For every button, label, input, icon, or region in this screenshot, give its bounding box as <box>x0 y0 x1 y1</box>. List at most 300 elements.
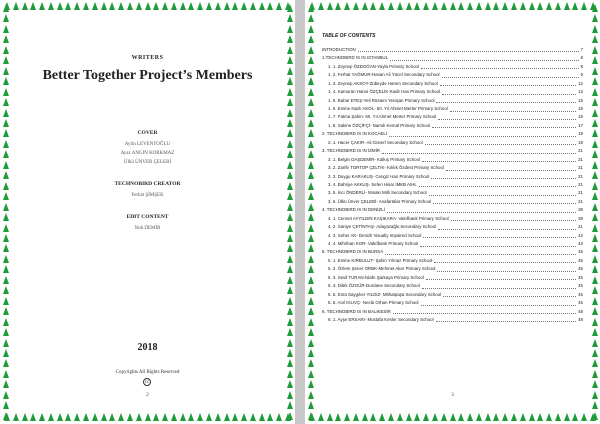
tree-ornament-icon <box>592 380 598 388</box>
tree-ornament-icon <box>48 413 54 421</box>
toc-entry[interactable] <box>322 299 583 307</box>
tree-ornament-icon <box>206 413 212 421</box>
toc-entry-page: 21 <box>578 181 583 187</box>
tree-ornament-icon <box>287 192 293 200</box>
tree-ornament-icon <box>287 98 293 106</box>
tree-ornament-icon <box>3 276 9 284</box>
tree-ornament-icon <box>592 119 598 127</box>
toc-entry[interactable] <box>322 88 583 96</box>
tree-ornament-icon <box>287 161 293 169</box>
toc-entry-page: 45 <box>578 266 583 272</box>
tree-border-top <box>0 2 295 11</box>
tree-ornament-icon <box>414 413 420 421</box>
toc-entry[interactable] <box>322 274 583 282</box>
toc-entry-page: 45 <box>578 291 583 297</box>
tree-ornament-icon <box>467 413 473 421</box>
tree-ornament-icon <box>287 318 293 326</box>
tree-ornament-icon <box>308 224 314 232</box>
toc-leader-dots <box>429 194 577 196</box>
tree-ornament-icon <box>287 297 293 305</box>
toc-entry[interactable] <box>322 232 583 240</box>
tree-ornament-icon <box>3 297 9 305</box>
tree-ornament-icon <box>3 161 9 169</box>
tree-ornament-icon <box>592 318 598 326</box>
tree-ornament-icon <box>493 2 499 10</box>
tree-ornament-icon <box>287 401 293 409</box>
tree-ornament-icon <box>308 119 314 127</box>
tree-ornament-icon <box>592 255 598 263</box>
toc-entry-title: 1. 2. Ferhat YAĞMUR-Hasan Ali Yücel Secondary School <box>328 72 440 78</box>
tree-ornament-icon <box>308 182 314 190</box>
toc-entry-page: 42 <box>578 232 583 238</box>
tree-ornament-icon <box>592 77 598 85</box>
cover-name: Ülkü ÜNVER ÇELEBİ <box>123 160 172 165</box>
tree-ornament-icon <box>592 25 598 33</box>
tree-ornament-icon <box>308 318 314 326</box>
toc-entry[interactable] <box>322 240 583 248</box>
toc-entry[interactable] <box>322 291 583 299</box>
tree-ornament-icon <box>74 2 80 10</box>
toc-entry[interactable] <box>322 46 583 54</box>
tree-border-top <box>305 2 600 11</box>
tree-ornament-icon <box>344 413 350 421</box>
toc-leader-dots <box>422 160 576 162</box>
tree-ornament-icon <box>109 413 115 421</box>
tree-ornament-icon <box>308 56 314 64</box>
tree-ornament-icon <box>353 413 359 421</box>
tree-ornament-icon <box>308 339 314 347</box>
tree-ornament-icon <box>308 46 314 54</box>
tree-ornament-icon <box>493 413 499 421</box>
toc-entry[interactable] <box>322 164 583 172</box>
tree-ornament-icon <box>388 2 394 10</box>
toc-entry-page: 21 <box>578 190 583 196</box>
tree-ornament-icon <box>327 413 333 421</box>
toc-entry[interactable] <box>322 223 583 231</box>
toc-entry-page: 45 <box>578 249 583 255</box>
tree-ornament-icon <box>3 286 9 294</box>
toc-entry[interactable] <box>322 122 583 130</box>
toc-entry-page: 21 <box>578 198 583 204</box>
tree-ornament-icon <box>592 213 598 221</box>
toc-entry-page: 48 <box>578 308 583 314</box>
tree-ornament-icon <box>287 412 293 420</box>
tree-ornament-icon <box>529 2 535 10</box>
tree-ornament-icon <box>458 413 464 421</box>
tree-ornament-icon <box>406 2 412 10</box>
tree-ornament-icon <box>308 234 314 242</box>
toc-entry-title: 1.TECHNOBIRD IS IN ISTANBUL <box>322 55 389 61</box>
tree-ornament-icon <box>3 119 9 127</box>
tree-ornament-icon <box>162 2 168 10</box>
tree-ornament-icon <box>592 203 598 211</box>
toc-entry-page: 39 <box>578 215 583 221</box>
tree-ornament-icon <box>3 307 9 315</box>
tree-ornament-icon <box>57 413 63 421</box>
cover-name: Aylin LEVENTOĞLU <box>124 142 171 147</box>
tree-ornament-icon <box>136 2 142 10</box>
tree-ornament-icon <box>13 413 19 421</box>
toc-entry-title: 1. 5. Bahar ETEŞ-Yeli Rüstem Yenişan Primary School <box>328 97 435 103</box>
tree-ornament-icon <box>592 161 598 169</box>
tree-ornament-icon <box>308 244 314 252</box>
tree-ornament-icon <box>592 297 598 305</box>
toc-leader-dots <box>432 126 576 128</box>
tree-ornament-icon <box>308 161 314 169</box>
toc-entry[interactable] <box>322 282 583 290</box>
toc-entry-title: 3. 4. Bahriye AKKUŞ- Seferi Hisar İMKB AIHL <box>328 181 417 187</box>
tree-ornament-icon <box>3 328 9 336</box>
toc-leader-dots <box>393 312 576 314</box>
toc-entry-title: 1. 4. Kamuran Hanoi ÖZÇELİK-Kadir Has Primary School <box>328 89 441 95</box>
tree-ornament-icon <box>308 286 314 294</box>
tree-ornament-icon <box>287 224 293 232</box>
toc-leader-dots <box>419 185 576 187</box>
tree-ornament-icon <box>153 413 159 421</box>
tree-ornament-icon <box>171 2 177 10</box>
tree-ornament-icon <box>3 401 9 409</box>
tree-ornament-icon <box>3 318 9 326</box>
toc-entry-title: 3. 5. İnci ÖNDERLİ- Mısakı Milli Secondary School <box>328 190 427 196</box>
tree-ornament-icon <box>592 192 598 200</box>
toc-list <box>322 46 583 324</box>
toc-entry[interactable] <box>322 257 583 265</box>
tree-ornament-icon <box>3 182 9 190</box>
toc-entry-title: 3. TECHNOBIRD IS IN İZMİR <box>322 148 380 154</box>
tree-ornament-icon <box>458 2 464 10</box>
tree-border-left <box>306 0 315 424</box>
toc-leader-dots <box>385 253 576 255</box>
toc-entry-page: 45 <box>578 257 583 263</box>
tree-ornament-icon <box>592 109 598 117</box>
toc-entry-page: 21 <box>578 156 583 162</box>
tree-ornament-icon <box>287 35 293 43</box>
tree-ornament-icon <box>101 413 107 421</box>
cover-name: Ayaz ANGIN KORKMAZ <box>120 151 175 156</box>
toc-leader-dots <box>421 67 579 69</box>
tree-ornament-icon <box>441 413 447 421</box>
table-of-contents <box>322 33 583 324</box>
tree-ornament-icon <box>308 98 314 106</box>
tree-ornament-icon <box>287 171 293 179</box>
toc-entry[interactable] <box>322 215 583 223</box>
tree-ornament-icon <box>308 25 314 33</box>
tree-ornament-icon <box>206 2 212 10</box>
tree-ornament-icon <box>502 413 508 421</box>
tree-ornament-icon <box>30 413 36 421</box>
tree-ornament-icon <box>379 2 385 10</box>
tree-ornament-icon <box>592 339 598 347</box>
toc-entry[interactable] <box>322 308 583 316</box>
toc-leader-dots <box>436 101 576 103</box>
tree-ornament-icon <box>3 46 9 54</box>
tree-ornament-icon <box>259 2 265 10</box>
tree-ornament-icon <box>188 413 194 421</box>
tree-ornament-icon <box>250 413 256 421</box>
tree-ornament-icon <box>308 213 314 221</box>
tree-ornament-icon <box>3 255 9 263</box>
toc-entry-title: 4. 1. Cennet AYYILDIN KAŞIKARA- Vakıfbank Primary School <box>328 215 449 221</box>
tree-ornament-icon <box>423 2 429 10</box>
toc-leader-dots <box>433 202 576 204</box>
tree-ornament-icon <box>180 2 186 10</box>
tree-ornament-icon <box>3 77 9 85</box>
tree-ornament-icon <box>546 2 552 10</box>
tree-ornament-icon <box>57 2 63 10</box>
tree-ornament-icon <box>308 255 314 263</box>
toc-entry-title: INTRODUCTION <box>322 46 356 52</box>
tree-ornament-icon <box>39 413 45 421</box>
tree-ornament-icon <box>564 2 570 10</box>
toc-entry-title: 5. 6. Anıl KILIVÇ- Necla Orhan Primary School <box>328 300 419 306</box>
tree-ornament-icon <box>564 413 570 421</box>
tree-ornament-icon <box>3 244 9 252</box>
tree-ornament-icon <box>287 129 293 137</box>
toc-entry-page: 45 <box>578 283 583 289</box>
tree-ornament-icon <box>162 413 168 421</box>
toc-entry[interactable] <box>322 114 583 122</box>
toc-entry[interactable] <box>322 249 583 257</box>
toc-entry[interactable] <box>322 181 583 189</box>
toc-entry[interactable] <box>322 71 583 79</box>
tree-ornament-icon <box>362 413 368 421</box>
toc-entry-page: 39 <box>578 207 583 213</box>
tree-ornament-icon <box>362 2 368 10</box>
tree-ornament-icon <box>22 413 28 421</box>
tree-ornament-icon <box>592 150 598 158</box>
tree-ornament-icon <box>48 2 54 10</box>
toc-entry-title: 3. 3. Duygu KARAKUŞ- Cengiz Han Primary School <box>328 173 430 179</box>
tree-ornament-icon <box>153 2 159 10</box>
tree-ornament-icon <box>267 413 273 421</box>
tree-ornament-icon <box>592 307 598 315</box>
tree-ornament-icon <box>308 297 314 305</box>
tree-ornament-icon <box>344 2 350 10</box>
tree-ornament-icon <box>3 213 9 221</box>
toc-entry-title: 5. 1. Emine KIRBULUT- Şahin Yılmaz Primary School <box>328 257 433 263</box>
tree-ornament-icon <box>3 380 9 388</box>
tree-ornament-icon <box>287 359 293 367</box>
toc-entry-page: 8 <box>580 55 583 61</box>
tree-ornament-icon <box>308 150 314 158</box>
toc-leader-dots <box>434 261 576 263</box>
toc-leader-dots <box>438 228 576 230</box>
tree-ornament-icon <box>397 413 403 421</box>
tree-ornament-icon <box>555 413 561 421</box>
tree-ornament-icon <box>171 413 177 421</box>
tree-ornament-icon <box>592 46 598 54</box>
toc-entry-page: 16 <box>578 114 583 120</box>
tree-ornament-icon <box>406 413 412 421</box>
toc-entry-title: 5. TECHNOBIRD IS IN BURSA <box>322 249 384 255</box>
tree-border-right <box>285 0 294 424</box>
toc-entry-page: 7 <box>580 46 583 52</box>
tree-ornament-icon <box>3 129 9 137</box>
tree-ornament-icon <box>101 2 107 10</box>
tree-ornament-icon <box>335 413 341 421</box>
tree-ornament-icon <box>592 56 598 64</box>
tree-ornament-icon <box>3 98 9 106</box>
tree-ornament-icon <box>250 2 256 10</box>
tree-ornament-icon <box>476 413 482 421</box>
tree-ornament-icon <box>3 234 9 242</box>
toc-leader-dots <box>389 135 576 137</box>
tree-ornament-icon <box>592 67 598 75</box>
toc-leader-dots <box>423 236 576 238</box>
toc-entry[interactable] <box>322 147 583 155</box>
toc-entry[interactable] <box>322 189 583 197</box>
toc-entry-title: 6. TECHNOBIRD IS IN BALIKESİR <box>322 308 391 314</box>
tree-ornament-icon <box>287 286 293 294</box>
toc-entry-title: 1. 7. Fatma Şahin- 50. Yıl Ahmet Merter Primary School <box>328 114 437 120</box>
tree-ornament-icon <box>308 370 314 378</box>
tree-ornament-icon <box>83 413 89 421</box>
tree-ornament-icon <box>592 286 598 294</box>
tree-ornament-icon <box>592 129 598 137</box>
tree-ornament-icon <box>118 2 124 10</box>
publication-year: 2018 <box>137 342 158 353</box>
tree-ornament-icon <box>188 2 194 10</box>
tree-ornament-icon <box>3 88 9 96</box>
tree-ornament-icon <box>353 2 359 10</box>
tree-ornament-icon <box>83 2 89 10</box>
toc-entry[interactable] <box>322 139 583 147</box>
toc-entry-page: 45 <box>578 274 583 280</box>
tree-ornament-icon <box>287 213 293 221</box>
tree-ornament-icon <box>592 98 598 106</box>
tree-ornament-icon <box>241 2 247 10</box>
tree-ornament-icon <box>3 359 9 367</box>
tree-ornament-icon <box>3 56 9 64</box>
toc-entry[interactable] <box>322 156 583 164</box>
toc-leader-dots <box>358 50 579 52</box>
tree-ornament-icon <box>327 2 333 10</box>
toc-entry[interactable] <box>322 130 583 138</box>
credits-block <box>20 55 275 247</box>
writers-label: WRITERS <box>131 55 164 61</box>
page-number-right: 3 <box>451 393 454 398</box>
toc-entry[interactable] <box>322 54 583 62</box>
tree-ornament-icon <box>3 67 9 75</box>
tree-ornament-icon <box>308 67 314 75</box>
tree-ornament-icon <box>335 2 341 10</box>
tree-ornament-icon <box>592 88 598 96</box>
toc-entry-page: 19 <box>578 139 583 145</box>
tree-ornament-icon <box>379 413 385 421</box>
toc-entry-page: 43 <box>578 241 583 247</box>
tree-ornament-icon <box>529 413 535 421</box>
toc-entry-title: 2. 1. Hacer ÇAKIR- Ali Günerl Secondary School <box>328 139 423 145</box>
copyright-notice: Copyrights All Rights Reserved <box>115 370 180 375</box>
tree-ornament-icon <box>287 56 293 64</box>
toc-leader-dots <box>387 211 576 213</box>
left-page <box>0 0 295 424</box>
tree-ornament-icon <box>92 413 98 421</box>
toc-entry[interactable] <box>322 105 583 113</box>
tree-ornament-icon <box>287 265 293 273</box>
tree-ornament-icon <box>441 2 447 10</box>
tree-ornament-icon <box>215 413 221 421</box>
tree-ornament-icon <box>308 349 314 357</box>
tree-ornament-icon <box>388 413 394 421</box>
toc-entry[interactable] <box>322 97 583 105</box>
toc-entry[interactable] <box>322 316 583 324</box>
toc-leader-dots <box>440 84 576 86</box>
tree-ornament-icon <box>308 88 314 96</box>
tree-ornament-icon <box>308 192 314 200</box>
toc-entry[interactable] <box>322 198 583 206</box>
toc-leader-dots <box>422 287 576 289</box>
tree-ornament-icon <box>3 171 9 179</box>
tree-ornament-icon <box>74 413 80 421</box>
tree-ornament-icon <box>592 401 598 409</box>
tree-ornament-icon <box>592 4 598 12</box>
tree-ornament-icon <box>397 2 403 10</box>
toc-leader-dots <box>443 295 576 297</box>
tree-ornament-icon <box>287 77 293 85</box>
tree-ornament-icon <box>592 14 598 22</box>
tree-ornament-icon <box>592 328 598 336</box>
toc-leader-dots <box>426 278 576 280</box>
tree-ornament-icon <box>308 359 314 367</box>
tree-ornament-icon <box>197 413 203 421</box>
toc-entry[interactable] <box>322 173 583 181</box>
toc-entry[interactable] <box>322 206 583 214</box>
tree-ornament-icon <box>592 412 598 420</box>
tree-ornament-icon <box>370 2 376 10</box>
tree-ornament-icon <box>145 2 151 10</box>
toc-leader-dots <box>382 152 576 154</box>
toc-entry[interactable] <box>322 63 583 71</box>
tree-ornament-icon <box>287 203 293 211</box>
toc-entry-page: 17 <box>578 122 583 128</box>
tree-ornament-icon <box>127 2 133 10</box>
toc-entry-title: 5. 4. Dilek ÖZGÜR-Durdane Secondary School <box>328 283 420 289</box>
toc-entry-page: 13 <box>578 89 583 95</box>
tree-ornament-icon <box>109 2 115 10</box>
toc-entry-title: 2. TECHNOBIRD IS IN KOCAELİ <box>322 131 388 137</box>
tree-ornament-icon <box>308 401 314 409</box>
tree-ornament-icon <box>432 413 438 421</box>
tree-ornament-icon <box>502 2 508 10</box>
toc-entry-page: 8 <box>580 63 583 69</box>
tree-ornament-icon <box>450 2 456 10</box>
tree-ornament-icon <box>485 413 491 421</box>
tree-ornament-icon <box>3 192 9 200</box>
tree-ornament-icon <box>592 182 598 190</box>
tree-ornament-icon <box>485 2 491 10</box>
toc-leader-dots <box>450 110 576 112</box>
tree-ornament-icon <box>537 413 543 421</box>
toc-leader-dots <box>446 169 576 171</box>
toc-leader-dots <box>437 270 576 272</box>
tree-ornament-icon <box>592 224 598 232</box>
toc-entry-title: 3. 2. Zarife TORTOP ÇELTİK- Kıklık Özdest Primary School <box>328 165 444 171</box>
tree-ornament-icon <box>308 412 314 420</box>
toc-entry-title: 1. 1. Zeynep ÖZDOĞAN-Yayla Primary School <box>328 63 419 69</box>
toc-entry[interactable] <box>322 265 583 273</box>
tree-ornament-icon <box>308 276 314 284</box>
tree-ornament-icon <box>308 380 314 388</box>
book-title: Better Together Project’s Members <box>42 68 253 83</box>
toc-entry[interactable] <box>322 80 583 88</box>
toc-entry-title: 5. 5. Esra Saygılıer YILDIZ- Mithatpaşa Secondary School <box>328 291 442 297</box>
tree-ornament-icon <box>592 359 598 367</box>
tree-ornament-icon <box>592 276 598 284</box>
tree-ornament-icon <box>592 265 598 273</box>
tree-ornament-icon <box>3 203 9 211</box>
tree-ornament-icon <box>308 328 314 336</box>
